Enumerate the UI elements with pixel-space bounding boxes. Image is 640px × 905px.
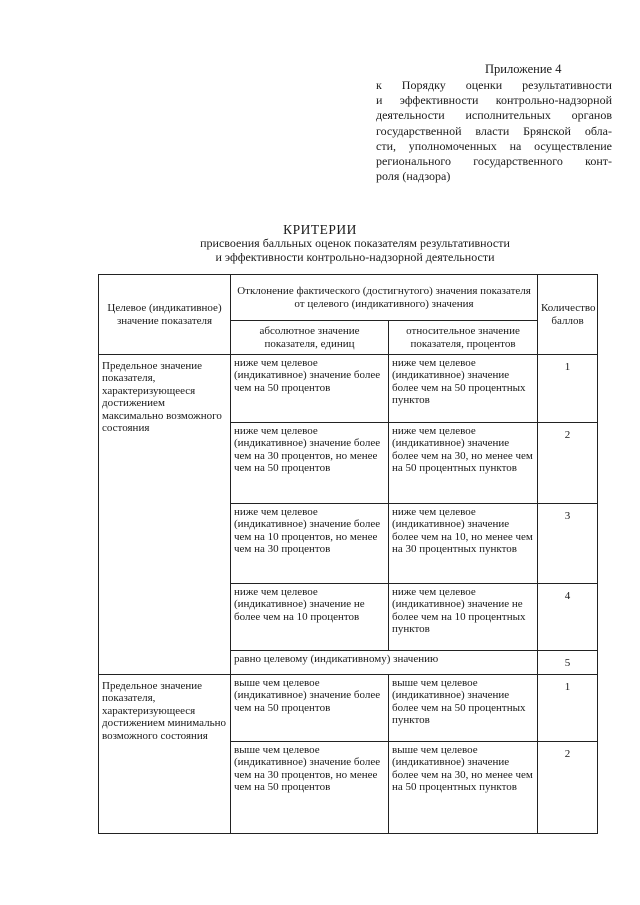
- appendix-word: сти,: [376, 138, 396, 153]
- points-cell: 2: [538, 742, 598, 834]
- appendix-word: деятельности: [376, 108, 445, 123]
- appendix-word: обла-: [584, 123, 612, 138]
- relative-cell: ниже чем целевое (индикативное) значение более чем на 50 процентных пунктов: [389, 355, 538, 423]
- appendix-word: к: [376, 78, 382, 92]
- appendix-line: [376, 93, 612, 108]
- appendix-reference: [376, 78, 612, 184]
- relative-cell: выше чем целевое (индикативное) значение более чем на 30, но менее чем на 50 процентных пунктов: [389, 742, 538, 834]
- points-cell: 1: [538, 355, 598, 423]
- page-title: КРИТЕРИИ: [283, 222, 357, 237]
- absolute-cell: ниже чем целевое (индикативное) значение не более чем на 10 процентов: [231, 584, 389, 651]
- relative-cell: ниже чем целевое (индикативное) значение не более чем на 10 процентных пунктов: [389, 584, 538, 651]
- points-cell: 2: [538, 423, 598, 504]
- appendix-word: роля (надзора): [376, 169, 451, 184]
- category-cell: Предельное значение показателя, характеризующееся достижением максимально возможного состояния: [99, 355, 231, 675]
- appendix-word: Брянской: [523, 123, 571, 138]
- absolute-cell: выше чем целевое (индикативное) значение более чем на 50 процентов: [231, 675, 389, 742]
- appendix-line: [376, 154, 612, 169]
- header-deviation: Отклонение фактического (достигнутого) значения показателя от целевого (индикативного) значения: [231, 275, 538, 321]
- criteria-table: [98, 274, 598, 834]
- appendix-word: государственной: [376, 123, 462, 138]
- appendix-line: [376, 124, 612, 139]
- absolute-cell: ниже чем целевое (индикативное) значение более чем на 50 процентов: [231, 355, 389, 423]
- relative-cell: ниже чем целевое (индикативное) значение более чем на 30, но менее чем на 50 процентных пунктов: [389, 423, 538, 504]
- header-absolute: абсолютное значение показателя, единиц: [231, 321, 389, 355]
- appendix-word: эффективности: [399, 93, 479, 108]
- appendix-word: результативности: [522, 78, 612, 92]
- table-row: [99, 355, 598, 423]
- appendix-line: [376, 108, 612, 123]
- appendix-word: уполномоченных: [408, 138, 497, 153]
- appendix-word: на: [509, 138, 522, 153]
- appendix-line: [376, 139, 612, 154]
- table-header-row: [99, 275, 598, 321]
- table-row: [99, 675, 598, 742]
- header-relative: относительное значение показателя, процентов: [389, 321, 538, 355]
- appendix-word: регионального: [376, 154, 452, 169]
- subtitle-line: присвоения балльных оценок показателям результативности: [200, 236, 510, 250]
- points-cell: 1: [538, 675, 598, 742]
- appendix-word: власти: [475, 123, 510, 138]
- absolute-cell: ниже чем целевое (индикативное) значение более чем на 30 процентов, но менее чем на 50 процентов: [231, 423, 389, 504]
- points-cell: 4: [538, 584, 598, 651]
- points-cell: 5: [538, 651, 598, 675]
- appendix-word: осуществление: [534, 138, 612, 153]
- appendix-word: исполнительных: [465, 108, 551, 123]
- appendix-line: [376, 169, 612, 184]
- appendix-word: органов: [571, 108, 612, 123]
- page-subtitle: [0, 236, 640, 264]
- header-points: Количество баллов: [538, 275, 598, 355]
- points-cell: 3: [538, 504, 598, 584]
- appendix-word: контрольно-надзорной: [495, 93, 612, 108]
- appendix-word: Порядку: [401, 78, 446, 92]
- subtitle-line: и эффективности контрольно-надзорной деятельности: [215, 250, 495, 264]
- appendix-word: государственного: [473, 154, 563, 169]
- appendix-word: и: [376, 93, 383, 108]
- category-cell: Предельное значение показателя, характеризующееся достижением минимально возможного состояния: [99, 675, 231, 834]
- absolute-cell: ниже чем целевое (индикативное) значение более чем на 10 процентов, но менее чем на 30 процентов: [231, 504, 389, 584]
- appendix-line: [376, 78, 612, 93]
- absolute-cell: выше чем целевое (индикативное) значение более чем на 30 процентов, но менее чем на 50 процентов: [231, 742, 389, 834]
- relative-cell: выше чем целевое (индикативное) значение более чем на 50 процентных пунктов: [389, 675, 538, 742]
- appendix-word: оценки: [465, 78, 503, 92]
- relative-cell: ниже чем целевое (индикативное) значение более чем на 10, но менее чем на 30 процентных пунктов: [389, 504, 538, 584]
- header-target-value: Целевое (индикативное) значение показателя: [99, 275, 231, 355]
- appendix-word: конт-: [585, 154, 612, 169]
- appendix-title: Приложение 4: [485, 62, 562, 76]
- merged-cell: равно целевому (индикативному) значению: [231, 651, 538, 675]
